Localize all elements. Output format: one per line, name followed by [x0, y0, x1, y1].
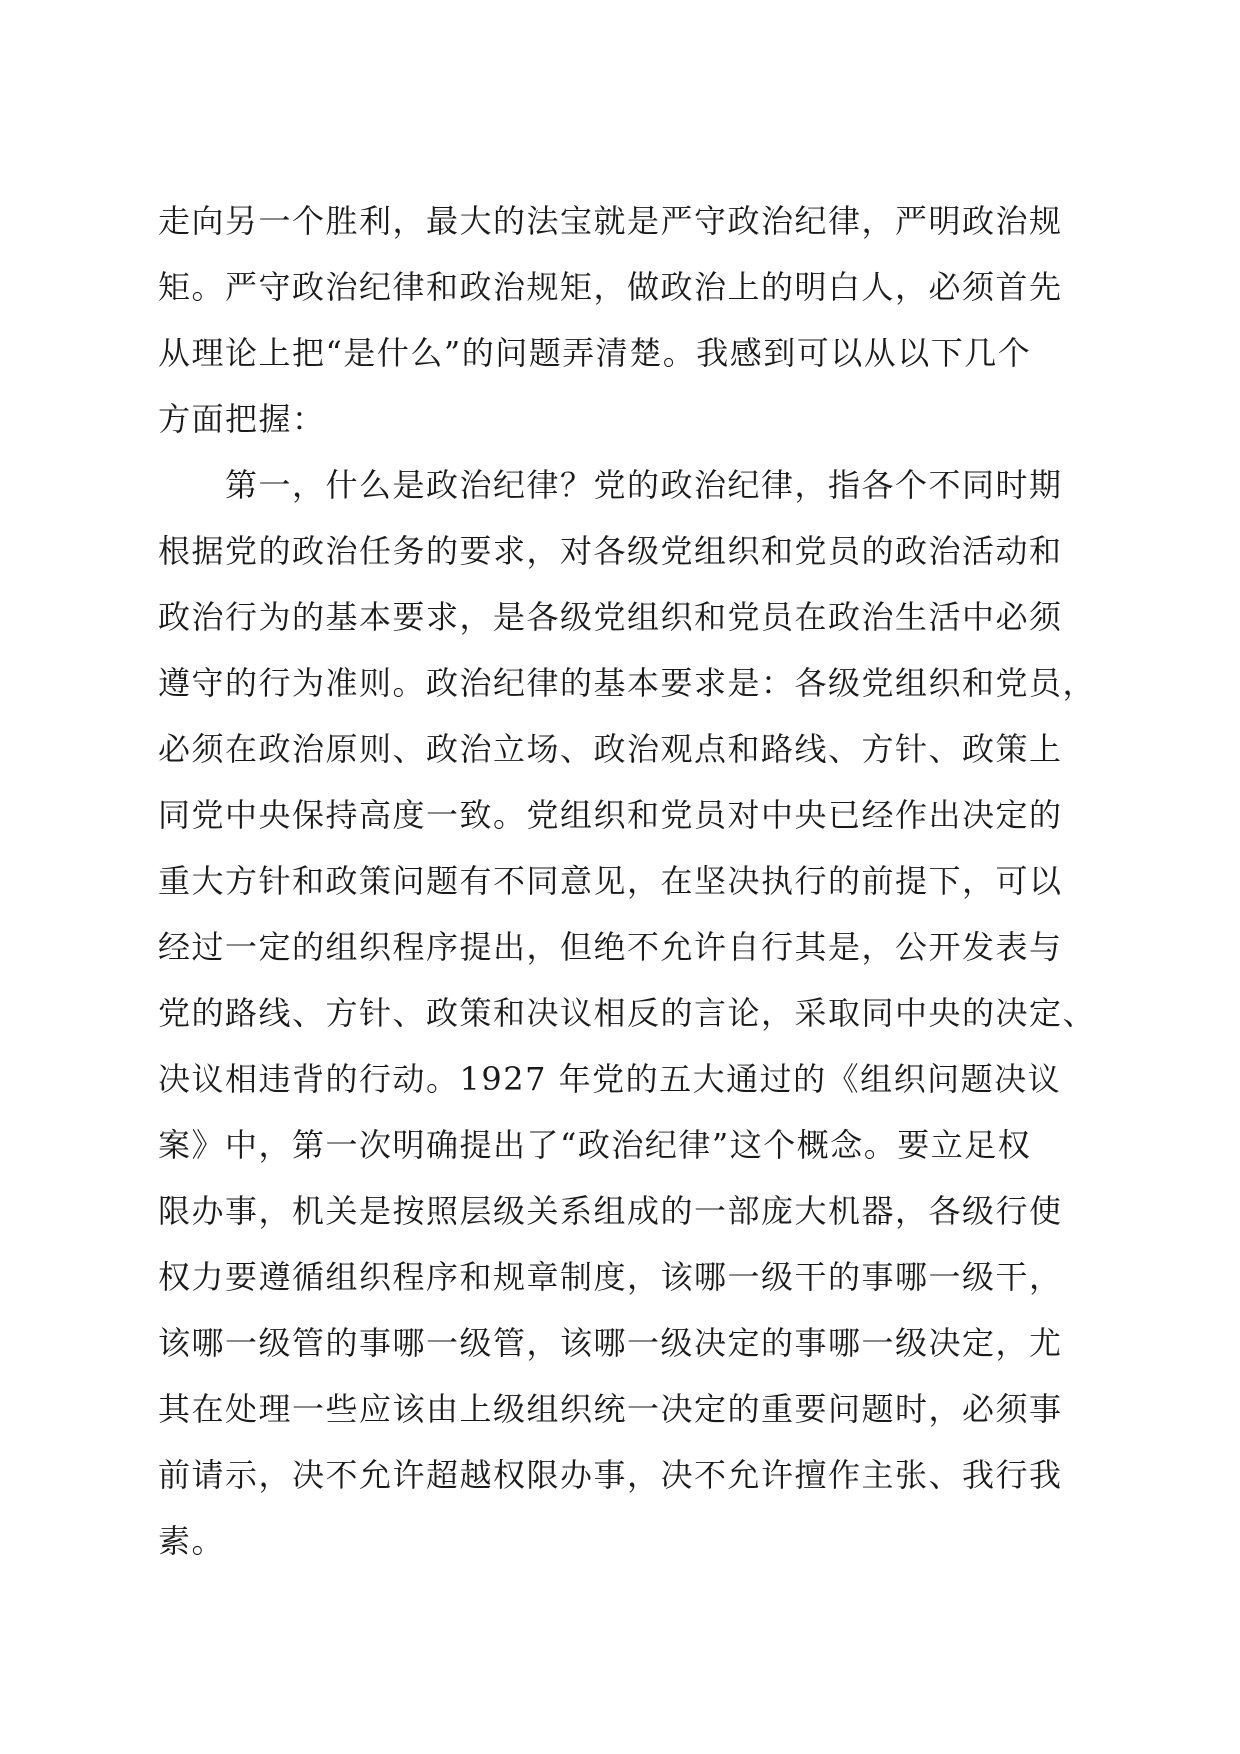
text-line: 案》中，第一次明确提出了“政治纪律”这个概念。要立足权 [158, 1126, 1032, 1164]
text-line: 前请示，决不允许超越权限办事，决不允许擅作主张、我行我 [158, 1456, 1063, 1494]
text-line: 遵守的行为准则。政治纪律的基本要求是：各级党组织和党员， [158, 664, 1097, 702]
text-line: 决议相违背的行动。1927 年党的五大通过的《组织问题决议 [158, 1060, 1062, 1098]
text-line: 必须在政治原则、政治立场、政治观点和路线、方针、政策上 [158, 730, 1063, 768]
text-line: 根据党的政治任务的要求，对各级党组织和党员的政治活动和 [158, 532, 1063, 570]
text-line: 重大方针和政策问题有不同意见，在坚决执行的前提下，可以 [158, 862, 1063, 900]
text-line: 经过一定的组织程序提出，但绝不允许自行其是，公开发表与 [158, 928, 1063, 966]
text-line: 其在处理一些应该由上级组织统一决定的重要问题时，必须事 [158, 1390, 1063, 1428]
text-line: 该哪一级管的事哪一级管，该哪一级决定的事哪一级决定，尤 [158, 1324, 1063, 1362]
body-text [158, 188, 1098, 1574]
text-line: 同党中央保持高度一致。党组织和党员对中央已经作出决定的 [158, 796, 1063, 834]
text-line: 从理论上把“是什么”的问题弄清楚。我感到可以从以下几个 [158, 334, 1032, 372]
text-line: 第一，什么是政治纪律？党的政治纪律，指各个不同时期 [158, 466, 1063, 504]
text-line: 限办事，机关是按照层级关系组成的一部庞大机器，各级行使 [158, 1192, 1063, 1230]
text-line: 素。 [158, 1522, 226, 1560]
text-line: 党的路线、方针、政策和决议相反的言论，采取同中央的决定、 [158, 994, 1097, 1032]
text-line: 矩。严守政治纪律和政治规矩，做政治上的明白人，必须首先 [158, 268, 1063, 306]
text-line: 走向另一个胜利，最大的法宝就是严守政治纪律，严明政治规 [158, 202, 1063, 240]
text-line: 政治行为的基本要求，是各级党组织和党员在政治生活中必须 [158, 598, 1063, 636]
text-line: 权力要遵循组织程序和规章制度，该哪一级干的事哪一级干， [158, 1258, 1063, 1296]
text-line: 方面把握： [158, 400, 326, 438]
